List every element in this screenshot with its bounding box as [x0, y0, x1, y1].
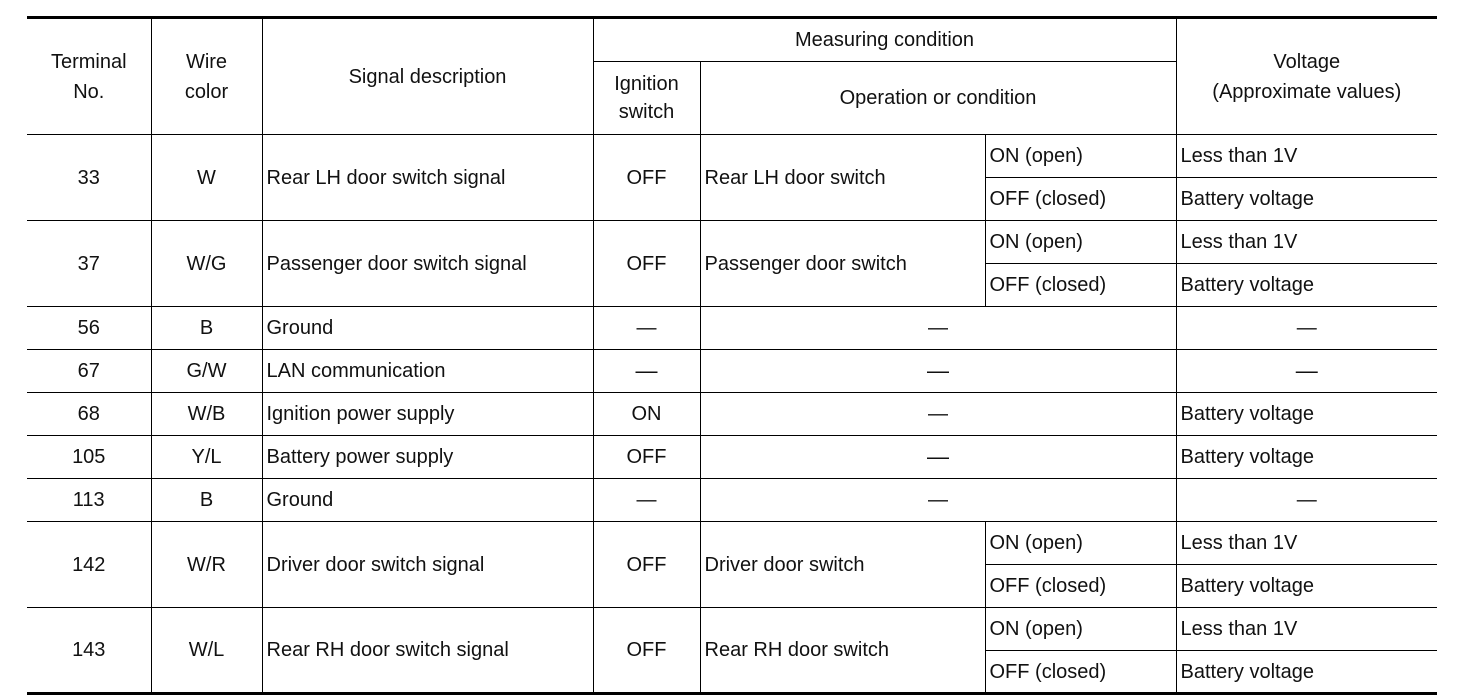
voltage-cell: Less than 1V — [1176, 135, 1437, 178]
condition-cell: ON (open) — [985, 135, 1176, 178]
signal-description-cell: Ground — [262, 307, 593, 350]
ignition-switch-cell: — — [593, 307, 700, 350]
header-voltage: Voltage (Approximate values) — [1176, 18, 1437, 135]
header-measuring-condition: Measuring condition — [593, 18, 1176, 62]
condition-cell: OFF (closed) — [985, 264, 1176, 307]
signal-description-cell: Ground — [262, 479, 593, 522]
voltage-cell: Battery voltage — [1176, 565, 1437, 608]
wire-color-cell: W/L — [151, 608, 262, 694]
operation-cell: Driver door switch — [700, 522, 985, 608]
signal-description-cell: LAN communication — [262, 350, 593, 393]
terminal-cell: 113 — [27, 479, 151, 522]
operation-cell: — — [700, 436, 1176, 479]
condition-cell: ON (open) — [985, 221, 1176, 264]
header-ignition-switch: Ignition switch — [593, 62, 700, 135]
table-row — [27, 221, 1437, 264]
operation-cell: — — [700, 307, 1176, 350]
condition-cell: OFF (closed) — [985, 565, 1176, 608]
operation-cell: — — [700, 393, 1176, 436]
table-row — [27, 135, 1437, 178]
terminal-cell: 56 — [27, 307, 151, 350]
voltage-cell: Battery voltage — [1176, 264, 1437, 307]
voltage-cell: Less than 1V — [1176, 608, 1437, 651]
table-row — [27, 608, 1437, 651]
operation-cell: Rear RH door switch — [700, 608, 985, 694]
terminal-cell: 37 — [27, 221, 151, 307]
signal-description-cell: Ignition power supply — [262, 393, 593, 436]
wire-color-cell: W/G — [151, 221, 262, 307]
ignition-switch-cell: OFF — [593, 608, 700, 694]
ignition-switch-cell: OFF — [593, 522, 700, 608]
voltage-cell: Battery voltage — [1176, 393, 1437, 436]
table-body — [27, 135, 1437, 694]
condition-cell: ON (open) — [985, 522, 1176, 565]
voltage-cell: Battery voltage — [1176, 178, 1437, 221]
voltage-cell: — — [1176, 307, 1437, 350]
condition-cell: OFF (closed) — [985, 651, 1176, 694]
operation-cell: — — [700, 350, 1176, 393]
signal-description-cell: Driver door switch signal — [262, 522, 593, 608]
terminal-cell: 67 — [27, 350, 151, 393]
wire-color-cell: W — [151, 135, 262, 221]
table-row — [27, 393, 1437, 436]
terminal-table — [27, 16, 1437, 695]
ignition-switch-cell: — — [593, 479, 700, 522]
condition-cell: ON (open) — [985, 608, 1176, 651]
signal-description-cell: Rear RH door switch signal — [262, 608, 593, 694]
ignition-switch-cell: OFF — [593, 221, 700, 307]
header-operation-or-condition: Operation or condition — [700, 62, 1176, 135]
condition-cell: OFF (closed) — [985, 178, 1176, 221]
operation-cell: Passenger door switch — [700, 221, 985, 307]
header-signal-description: Signal description — [262, 18, 593, 135]
table-row — [27, 350, 1437, 393]
signal-description-cell: Battery power supply — [262, 436, 593, 479]
voltage-cell: — — [1176, 479, 1437, 522]
ignition-switch-cell: ON — [593, 393, 700, 436]
terminal-cell: 68 — [27, 393, 151, 436]
voltage-cell: Battery voltage — [1176, 651, 1437, 694]
voltage-cell: — — [1176, 350, 1437, 393]
ignition-switch-cell: — — [593, 350, 700, 393]
voltage-cell: Less than 1V — [1176, 221, 1437, 264]
wire-color-cell: Y/L — [151, 436, 262, 479]
ignition-switch-cell: OFF — [593, 135, 700, 221]
operation-cell: Rear LH door switch — [700, 135, 985, 221]
wire-color-cell: G/W — [151, 350, 262, 393]
terminal-cell: 142 — [27, 522, 151, 608]
table-row — [27, 436, 1437, 479]
terminal-cell: 33 — [27, 135, 151, 221]
voltage-cell: Battery voltage — [1176, 436, 1437, 479]
wire-color-cell: B — [151, 479, 262, 522]
table-row — [27, 522, 1437, 565]
signal-description-cell: Rear LH door switch signal — [262, 135, 593, 221]
header-wire-color: Wire color — [151, 18, 262, 135]
signal-description-cell: Passenger door switch signal — [262, 221, 593, 307]
wire-color-cell: W/B — [151, 393, 262, 436]
ignition-switch-cell: OFF — [593, 436, 700, 479]
wire-color-cell: W/R — [151, 522, 262, 608]
table-header — [27, 18, 1437, 135]
header-terminal-no: Terminal No. — [27, 18, 151, 135]
terminal-cell: 143 — [27, 608, 151, 694]
voltage-cell: Less than 1V — [1176, 522, 1437, 565]
table-row — [27, 479, 1437, 522]
terminal-cell: 105 — [27, 436, 151, 479]
wire-color-cell: B — [151, 307, 262, 350]
table-row — [27, 307, 1437, 350]
operation-cell: — — [700, 479, 1176, 522]
